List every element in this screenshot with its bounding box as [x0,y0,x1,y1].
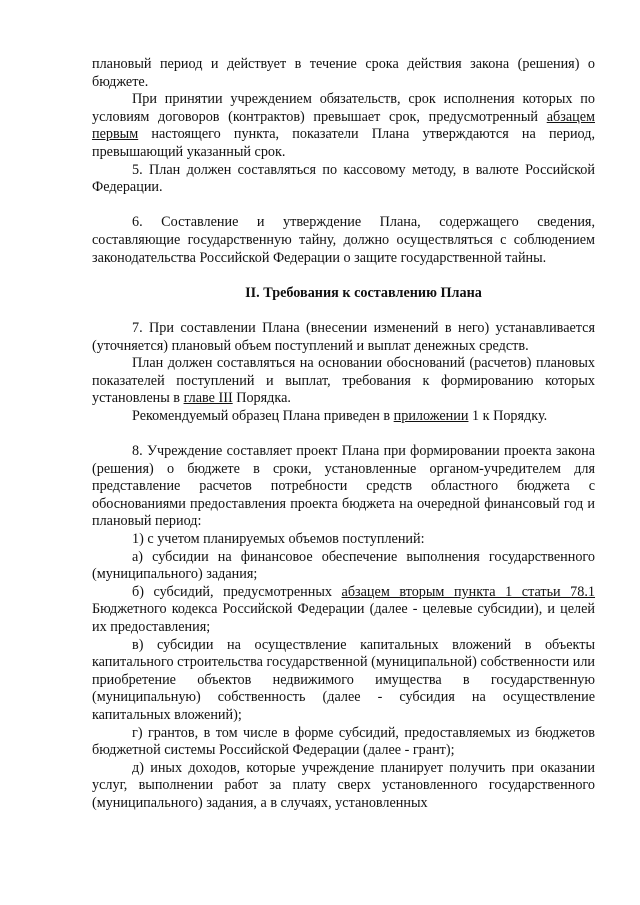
spacer [92,197,595,215]
paragraph-8-item-1g: г) грантов, в том числе в форме субсидий, предоставляемых из бюджетов бюджетной системы Российской Федерации (далее - грант); [92,724,595,759]
text-part: Порядка. [232,390,291,407]
paragraph-6: 6. Составление и утверждение Плана, содержащего сведения, составляющие государственную тайну, должно осуществляться с соблюдением законодательства Российской Федерации о защите государственной тайны. [92,214,595,266]
paragraph-7-basis [92,355,595,408]
link-abzac-pervym[interactable]: абзацем первым [92,108,595,143]
spacer [92,425,595,443]
paragraph-7: 7. При составлении Плана (внесении изменений в него) устанавливается (уточняется) плановый объем поступлений и выплат денежных средств. [92,319,595,354]
link-glava-iii[interactable]: главе III [183,390,233,407]
spacer [92,267,595,285]
paragraph-8-item-1d: д) иных доходов, которые учреждение планирует получить при оказании услуг, выполнении работ за плату сверх установленного государственного (муниципального) задания, а в случаях, установленных [92,759,595,811]
text-part: б) субсидий, предусмотренных [132,583,342,600]
spacer [92,302,595,320]
paragraph-8-item-1a: а) субсидии на финансовое обеспечение выполнения государственного (муниципального) задания; [92,548,595,583]
link-abzac-vtorym[interactable]: абзацем вторым пункта 1 статьи 78.1 [341,583,596,600]
text-part: Бюджетного кодекса Российской Федерации (далее - целевые субсидии), и целей их предоставления; [92,601,595,635]
paragraph-7-sample [92,408,595,426]
text-part: Рекомендуемый образец Плана приведен в [132,407,394,424]
text-part: План должен составляться на основании обоснований (расчетов) плановых показателей поступлений и выплат, требования к формированию которых установлены в [92,355,595,407]
section-heading: II. Требования к составлению Плана [245,284,482,301]
paragraph-8: 8. Учреждение составляет проект Плана при формировании проекта закона (решения) о бюджете в сроки, установленные органом-учредителем для представление расчетов потребности средств областного бюджета с обоснованиями предоставления проекта бюджета на очередной финансовый год и плановый период: [92,443,595,530]
link-prilozhenii[interactable]: приложении [393,407,469,424]
paragraph-obligations [92,91,595,161]
paragraph-8-item-1v: в) субсидии на осуществление капитальных вложений в объекты капитального строительства государственной (муниципальной) собственности или приобретение объектов недвижимого имущества в государственную (муниципальную) собственность (далее - субсидия на осуществление капитальных вложений); [92,636,595,723]
text-part: При принятии учреждением обязательств, срок исполнения которых по условиям договоров (контрактов) превышает срок, предусмотренный [92,91,595,125]
paragraph-8-item-1: 1) с учетом планируемых объемов поступлений: [132,531,425,548]
paragraph-8-item-1b [92,584,595,637]
paragraph-continuation: плановый период и действует в течение срока действия закона (решения) о бюджете. [92,56,595,90]
text-part: 1 к Порядку. [468,407,548,424]
document-page [92,56,595,813]
paragraph-5: 5. План должен составляться по кассовому методу, в валюте Российской Федерации. [92,161,595,196]
text-part: настоящего пункта, показатели Плана утверждаются на период, превышающий указанный срок. [92,126,595,160]
